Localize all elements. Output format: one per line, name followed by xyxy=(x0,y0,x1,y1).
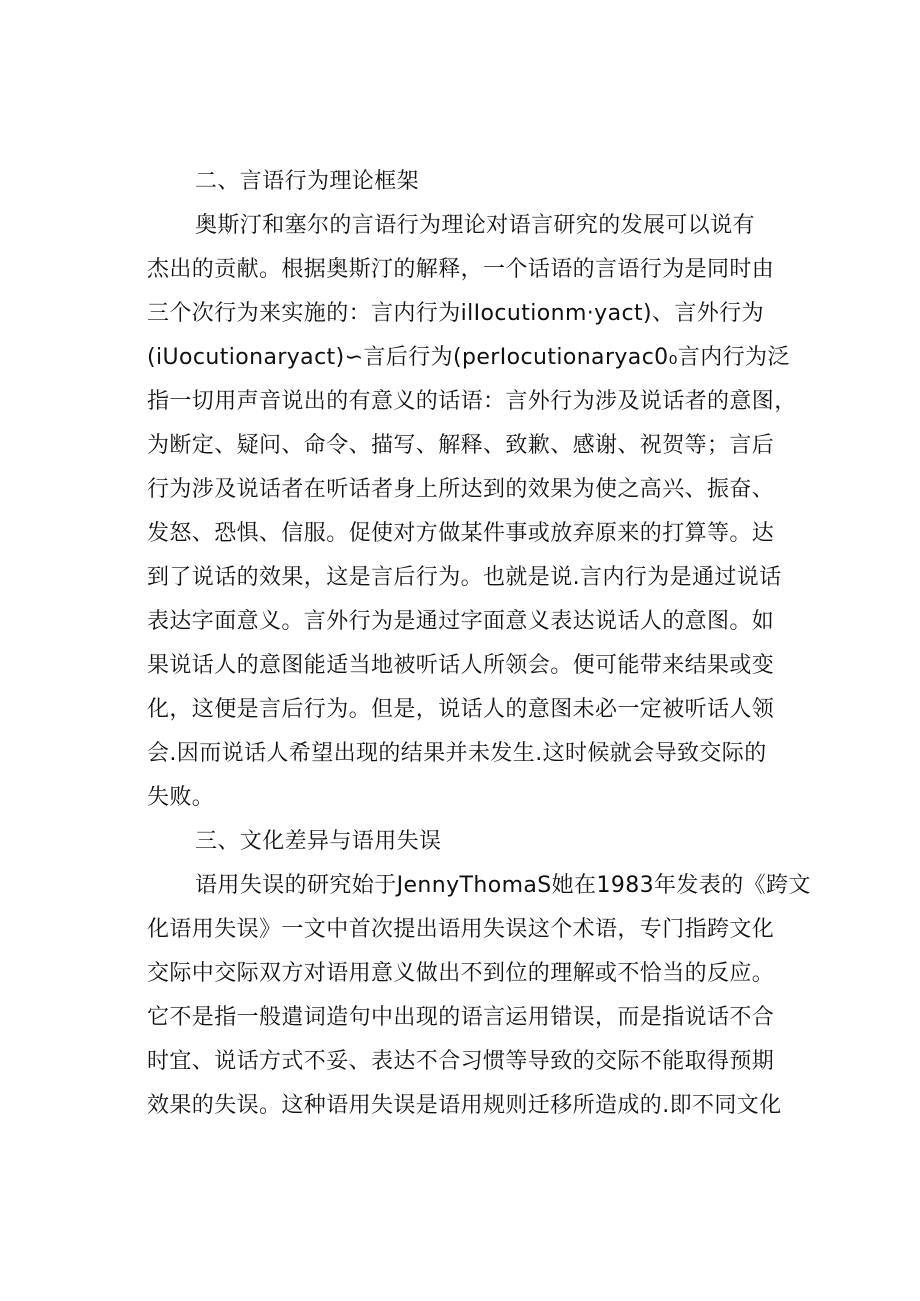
paragraph-line: 指一切用声音说出的有意义的话语：言外行为涉及说话者的意图， xyxy=(147,389,797,414)
paragraph-line: 表达字面意义。言外行为是通过字面意义表达说话人的意图。如 xyxy=(147,609,775,634)
paragraph-line: 化语用失误》一文中首次提出语用失误这个术语，专门指跨文化 xyxy=(147,917,775,942)
section-heading-2: 二、言语行为理论框架 xyxy=(195,169,420,194)
paragraph-line: 行为涉及说话者在听话者身上所达到的效果为使之高兴、振奋、 xyxy=(147,477,775,502)
paragraph-line: 时宜、说话方式不妥、表达不合习惯等导致的交际不能取得预期 xyxy=(147,1049,775,1074)
paragraph-line: 语用失误的研究始于JennyThomaS她在1983年发表的《跨文 xyxy=(195,873,811,898)
paragraph-line: 杰出的贡献。根据奥斯汀的解释，一个话语的言语行为是同时由 xyxy=(147,257,775,282)
paragraph-line: 会.因而说话人希望出现的结果并未发生.这时候就会导致交际的 xyxy=(147,741,767,766)
paragraph-line: 效果的失误。这种语用失误是语用规则迁移所造成的.即不同文化 xyxy=(147,1093,782,1118)
paragraph-line: 发怒、恐惧、信服。促使对方做某件事或放弃原来的打算等。达 xyxy=(147,521,775,546)
paragraph-line: 交际中交际双方对语用意义做出不到位的理解或不恰当的反应。 xyxy=(147,961,775,986)
paragraph-line: (iUocutionaryact)∽言后行为(perIocutionaryac0₀言内行为泛 xyxy=(147,345,790,370)
paragraph-line: 到了说话的效果，这是言后行为。也就是说.言内行为是通过说话 xyxy=(147,565,782,590)
paragraph-line: 失败。 xyxy=(147,785,215,810)
paragraph-line: 果说话人的意图能适当地被听话人所领会。便可能带来结果或变 xyxy=(147,653,775,678)
section-heading-3: 三、文化差异与语用失误 xyxy=(195,829,442,854)
paragraph-line: 化，这便是言后行为。但是，说话人的意图未必一定被听话人领 xyxy=(147,697,775,722)
paragraph-line: 三个次行为来实施的：言内行为ilIocutionm·yact)、言外行为 xyxy=(147,301,764,326)
paragraph-line: 它不是指一般遣词造句中出现的语言运用错误，而是指说话不合 xyxy=(147,1005,775,1030)
paragraph-line: 奥斯汀和塞尔的言语行为理论对语言研究的发展可以说有 xyxy=(195,213,756,238)
paragraph-line: 为断定、疑问、命令、描写、解释、致歉、感谢、祝贺等；言后 xyxy=(147,433,775,458)
